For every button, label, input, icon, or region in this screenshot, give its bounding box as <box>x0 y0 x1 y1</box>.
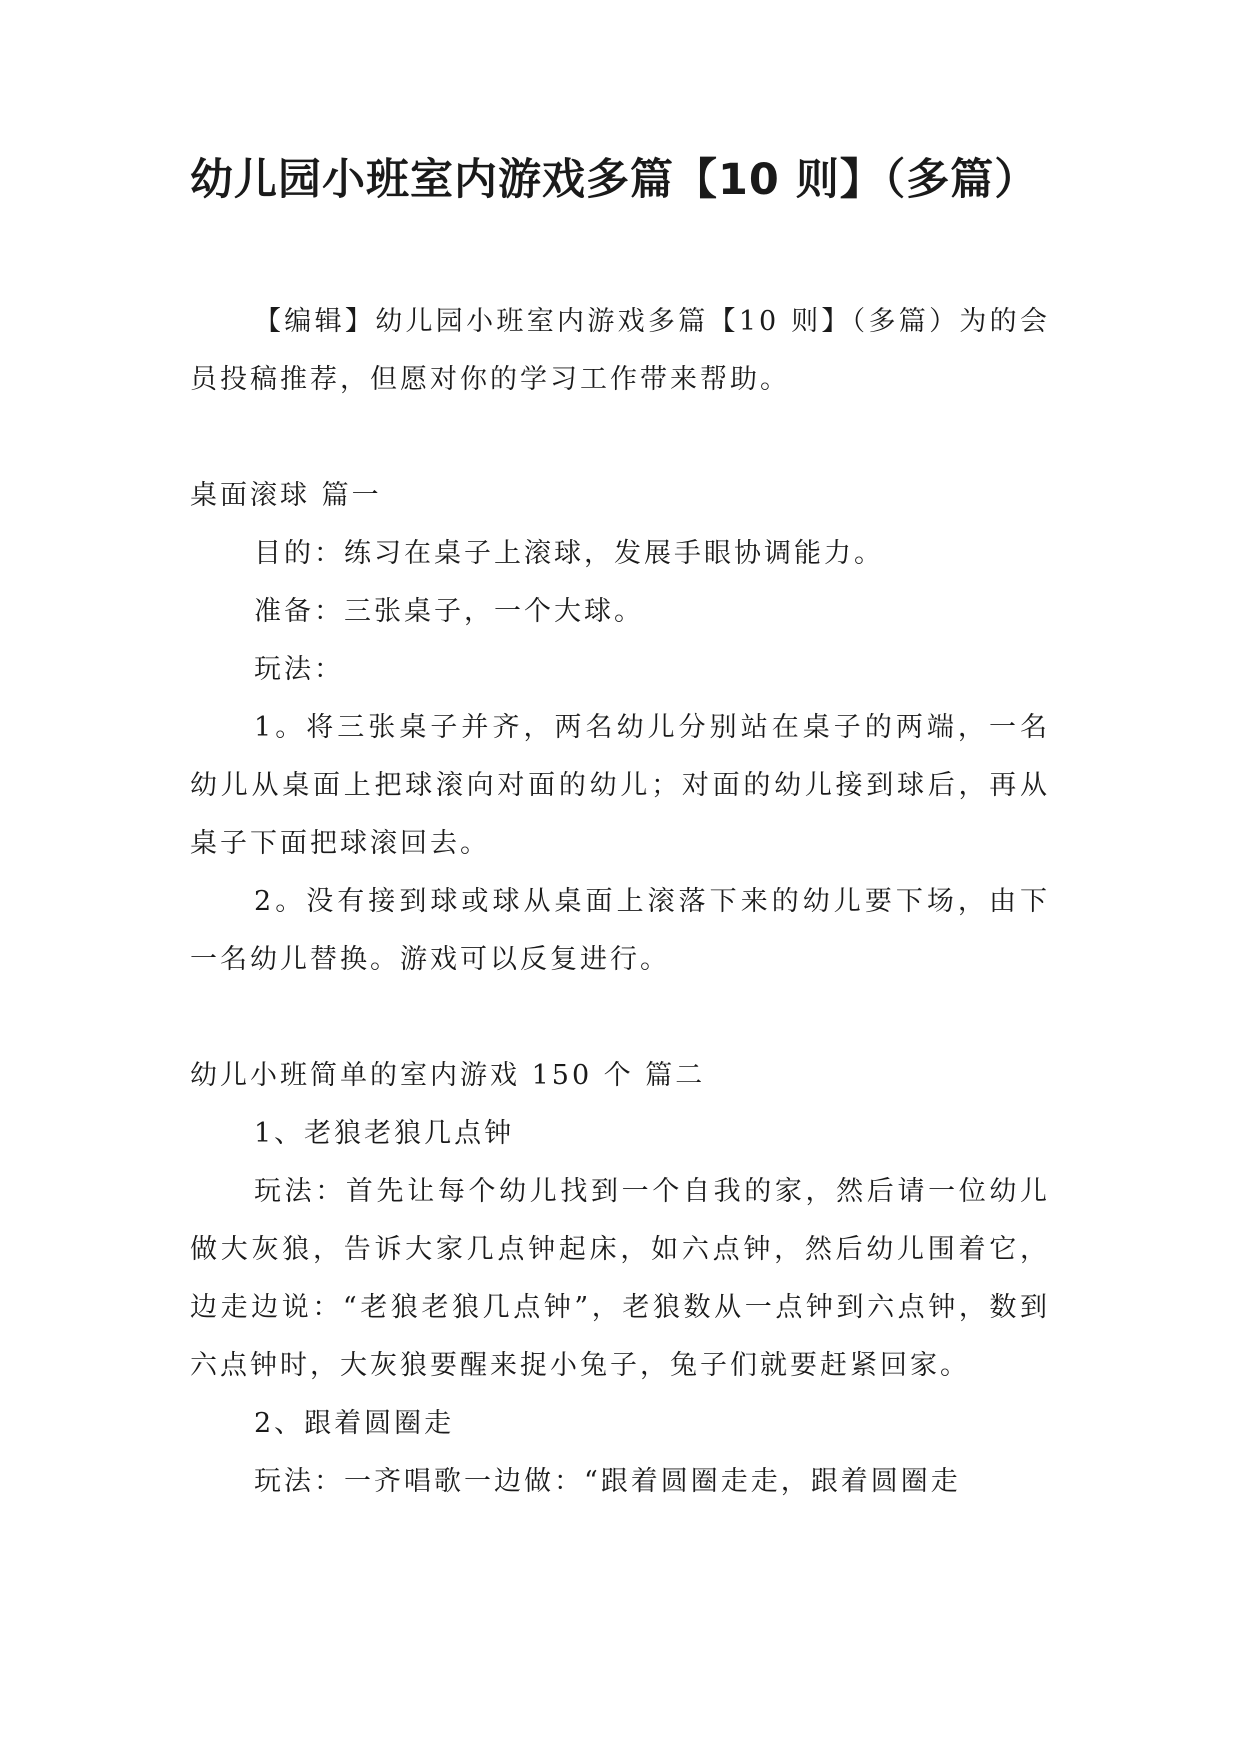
paragraph: 玩法：一齐唱歌一边做：“跟着圆圈走走，跟着圆圈走 <box>254 1466 961 1497</box>
paragraph: 2。没有接到球或球从桌面上滚落下来的幼儿要下场，由下一名幼儿替换。游戏可以反复进行。 <box>190 886 1050 975</box>
paragraph: 目的：练习在桌子上滚球，发展手眼协调能力。 <box>254 538 884 569</box>
paragraph: 玩法： <box>254 654 344 685</box>
intro-paragraph: 【编辑】幼儿园小班室内游戏多篇【10 则】（多篇）为的会员投稿推荐，但愿对你的学习工作带来帮助。 <box>190 306 1050 395</box>
section-heading: 桌面滚球 篇一 <box>190 480 382 511</box>
document-title: 幼儿园小班室内游戏多篇【10 则】（多篇） <box>190 155 1039 205</box>
spacer <box>190 409 1050 467</box>
spacer <box>190 989 1050 1047</box>
paragraph: 准备：三张桌子，一个大球。 <box>254 596 644 627</box>
paragraph: 玩法：首先让每个幼儿找到一个自我的家，然后请一位幼儿做大灰狼，告诉大家几点钟起床，如六点钟，然后幼儿围着它，边走边说：“老狼老狼几点钟”，老狼数从一点钟到六点钟，数到六点钟时，大灰狼要醒来捉小兔子，兔子们就要赶紧回家。 <box>190 1176 1050 1381</box>
paragraph: 1。将三张桌子并齐，两名幼儿分别站在桌子的两端，一名幼儿从桌面上把球滚向对面的幼儿；对面的幼儿接到球后，再从桌子下面把球滚回去。 <box>190 712 1050 859</box>
paragraph: 1、老狼老狼几点钟 <box>254 1118 515 1149</box>
paragraph: 2、跟着圆圈走 <box>254 1408 455 1439</box>
section-heading: 幼儿小班简单的室内游戏 150 个 篇二 <box>190 1060 706 1091</box>
document-body <box>190 293 1050 1511</box>
